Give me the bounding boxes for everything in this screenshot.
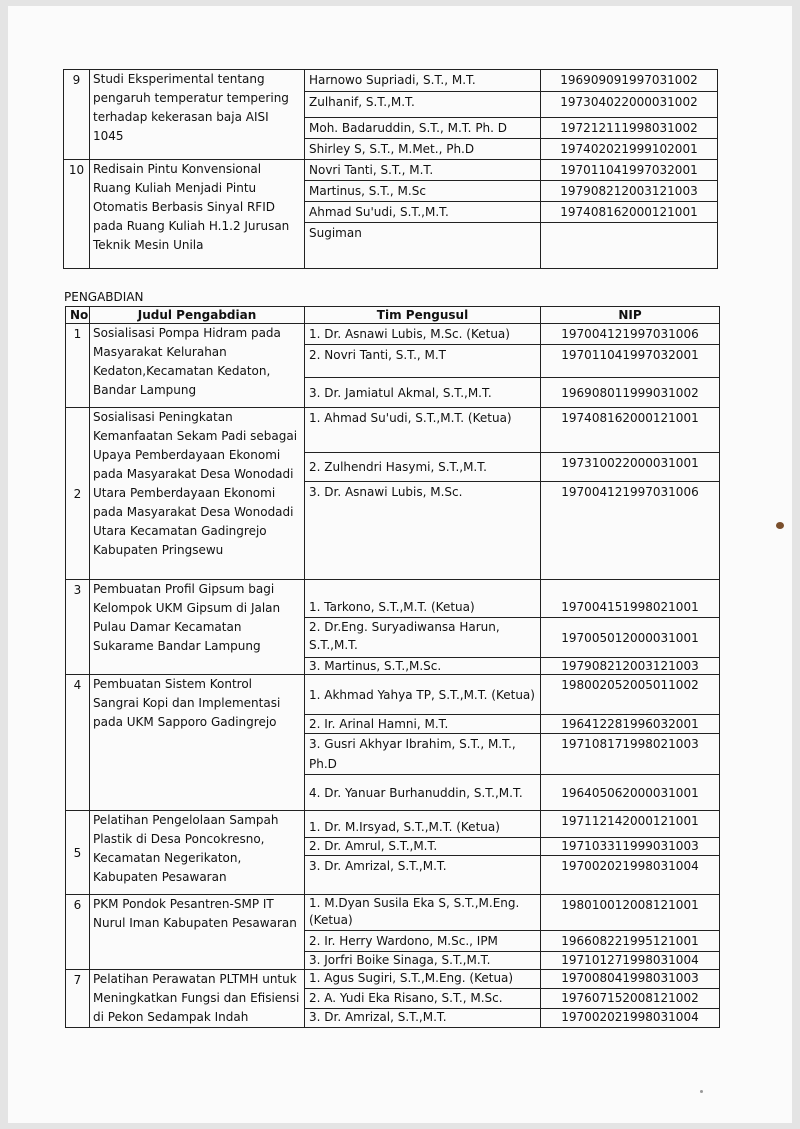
member-name: 2. A. Yudi Eka Risano, S.T., M.Sc. — [305, 988, 541, 1008]
member-nip: 197408162000121001 — [541, 408, 720, 453]
member-nip: 197402021999102001 — [541, 139, 718, 160]
row-number: 1 — [66, 324, 90, 408]
member-name: 3. Martinus, S.T.,M.Sc. — [305, 658, 541, 675]
member-name: 2. Ir. Herry Wardono, M.Sc., IPM — [305, 931, 541, 952]
member-name: 2. Novri Tanti, S.T., M.T — [305, 345, 541, 378]
member-nip: 197212111998031002 — [541, 118, 718, 139]
member-name: 3. Dr. Asnawi Lubis, M.Sc. — [305, 482, 541, 580]
header-nip: NIP — [541, 307, 720, 324]
table-row — [66, 580, 720, 618]
table-row — [66, 408, 720, 453]
row-number: 2 — [66, 408, 90, 580]
member-nip: 197008041998031003 — [541, 970, 720, 989]
table-row — [64, 160, 718, 181]
member-name: Moh. Badaruddin, S.T., M.T. Ph. D — [305, 118, 541, 139]
member-name: 1. Dr. M.Irsyad, S.T.,M.T. (Ketua) — [305, 811, 541, 838]
row-number: 10 — [64, 160, 90, 269]
row-number: 7 — [66, 970, 90, 1028]
pengabdian-title: Pelatihan Pengelolaan Sampah Plastik di Desa Poncokresno, Kecamatan Negerikaton, Kabupaten Pesawaran — [90, 811, 305, 895]
member-nip: 197607152008121002 — [541, 988, 720, 1008]
member-name: 3. Dr. Amrizal, S.T.,M.T. — [305, 856, 541, 895]
pengabdian-title: PKM Pondok Pesantren-SMP IT Nurul Iman Kabupaten Pesawaran — [90, 895, 305, 970]
member-name: 3. Gusri Akhyar Ibrahim, S.T., M.T., Ph.D — [305, 734, 541, 775]
member-name: 1. Tarkono, S.T.,M.T. (Ketua) — [305, 580, 541, 618]
header-no: No — [66, 307, 90, 324]
pengabdian-title: Sosialisasi Peningkatan Kemanfaatan Sekam Padi sebagai Upaya Pemberdayaan Ekonomi pada Masyarakat Desa Wonodadi Utara Pemberdayaan Ekonomi pada Masyarakat Desa Wonodadi Utara Kecamatan Gadingrejo Kabupaten Pringsewu — [90, 408, 305, 580]
research-title: Redisain Pintu Konvensional Ruang Kuliah Menjadi Pintu Otomatis Berbasis Sinyal RFID pada Ruang Kuliah H.1.2 Jurusan Teknik Mesin Unila — [90, 160, 305, 269]
member-nip: 197108171998021003 — [541, 734, 720, 775]
member-name: 2. Dr.Eng. Suryadiwansa Harun, S.T.,M.T. — [305, 618, 541, 658]
member-name: 1. M.Dyan Susila Eka S, S.T.,M.Eng. (Ketua) — [305, 895, 541, 931]
member-nip: 197004121997031006 — [541, 324, 720, 345]
member-name: Novri Tanti, S.T., M.T. — [305, 160, 541, 181]
member-nip: 197002021998031004 — [541, 856, 720, 895]
member-name: 4. Dr. Yanuar Burhanuddin, S.T.,M.T. — [305, 775, 541, 811]
member-nip: 197908212003121003 — [541, 181, 718, 202]
pengabdian-table — [65, 306, 720, 1028]
member-nip: 197310022000031001 — [541, 453, 720, 482]
header-row — [66, 307, 720, 324]
row-number: 3 — [66, 580, 90, 675]
member-name: Martinus, S.T., M.Sc — [305, 181, 541, 202]
member-nip: 196405062000031001 — [541, 775, 720, 811]
member-name: 3. Dr. Jamiatul Akmal, S.T.,M.T. — [305, 378, 541, 408]
member-name: Sugiman — [305, 223, 541, 269]
paper-speck — [776, 522, 784, 529]
member-name: Shirley S, S.T., M.Met., Ph.D — [305, 139, 541, 160]
member-nip: 197011041997032001 — [541, 160, 718, 181]
member-nip: 196412281996032001 — [541, 715, 720, 734]
table-row — [64, 70, 718, 92]
member-name: Zulhanif, S.T.,M.T. — [305, 92, 541, 118]
header-team: Tim Pengusul — [305, 307, 541, 324]
row-number: 4 — [66, 675, 90, 811]
table-row — [66, 895, 720, 931]
pengabdian-title: Pembuatan Profil Gipsum bagi Kelompok UKM Gipsum di Jalan Pulau Damar Kecamatan Sukarame Bandar Lampung — [90, 580, 305, 675]
member-nip: 197004121997031006 — [541, 482, 720, 580]
member-nip: 197908212003121003 — [541, 658, 720, 675]
research-title: Studi Eksperimental tentang pengaruh temperatur tempering terhadap kekerasan baja AISI 1045 — [90, 70, 305, 160]
section-title: PENGABDIAN — [64, 290, 144, 304]
member-nip: 197005012000031001 — [541, 618, 720, 658]
header-title: Judul Pengabdian — [90, 307, 305, 324]
member-name: 3. Jorfri Boike Sinaga, S.T.,M.T. — [305, 952, 541, 970]
member-nip: 197101271998031004 — [541, 952, 720, 970]
research-table — [63, 69, 718, 269]
member-nip: 197103311999031003 — [541, 838, 720, 856]
member-nip: 197004151998021001 — [541, 580, 720, 618]
member-name: 1. Agus Sugiri, S.T.,M.Eng. (Ketua) — [305, 970, 541, 989]
member-nip: 196908011999031002 — [541, 378, 720, 408]
pengabdian-title: Pelatihan Perawatan PLTMH untuk Meningkatkan Fungsi dan Efisiensi di Pekon Sedampak Indah — [90, 970, 305, 1028]
member-nip: 197112142000121001 — [541, 811, 720, 838]
member-name: Harnowo Supriadi, S.T., M.T. — [305, 70, 541, 92]
table-row — [66, 324, 720, 345]
member-name: 1. Ahmad Su'udi, S.T.,M.T. (Ketua) — [305, 408, 541, 453]
member-nip: 198002052005011002 — [541, 675, 720, 715]
member-name: 2. Zulhendri Hasymi, S.T.,M.T. — [305, 453, 541, 482]
member-name: 1. Dr. Asnawi Lubis, M.Sc. (Ketua) — [305, 324, 541, 345]
member-nip: 197002021998031004 — [541, 1009, 720, 1028]
paper-speck — [700, 1090, 703, 1093]
row-number: 9 — [64, 70, 90, 160]
member-nip: 196608221995121001 — [541, 931, 720, 952]
table-row — [66, 811, 720, 838]
table-row — [66, 970, 720, 989]
table-row — [66, 675, 720, 715]
member-name: 1. Akhmad Yahya TP, S.T.,M.T. (Ketua) — [305, 675, 541, 715]
row-number: 6 — [66, 895, 90, 970]
member-name: Ahmad Su'udi, S.T.,M.T. — [305, 202, 541, 223]
pengabdian-title: Pembuatan Sistem Kontrol Sangrai Kopi dan Implementasi pada UKM Sapporo Gadingrejo — [90, 675, 305, 811]
member-nip: 197011041997032001 — [541, 345, 720, 378]
member-name: 3. Dr. Amrizal, S.T.,M.T. — [305, 1009, 541, 1028]
row-number: 5 — [66, 811, 90, 895]
member-nip: 198010012008121001 — [541, 895, 720, 931]
member-nip: 196909091997031002 — [541, 70, 718, 92]
member-nip: 197408162000121001 — [541, 202, 718, 223]
member-nip: 197304022000031002 — [541, 92, 718, 118]
member-nip — [541, 223, 718, 269]
pengabdian-title: Sosialisasi Pompa Hidram pada Masyarakat Kelurahan Kedaton,Kecamatan Kedaton, Bandar Lampung — [90, 324, 305, 408]
member-name: 2. Ir. Arinal Hamni, M.T. — [305, 715, 541, 734]
member-name: 2. Dr. Amrul, S.T.,M.T. — [305, 838, 541, 856]
